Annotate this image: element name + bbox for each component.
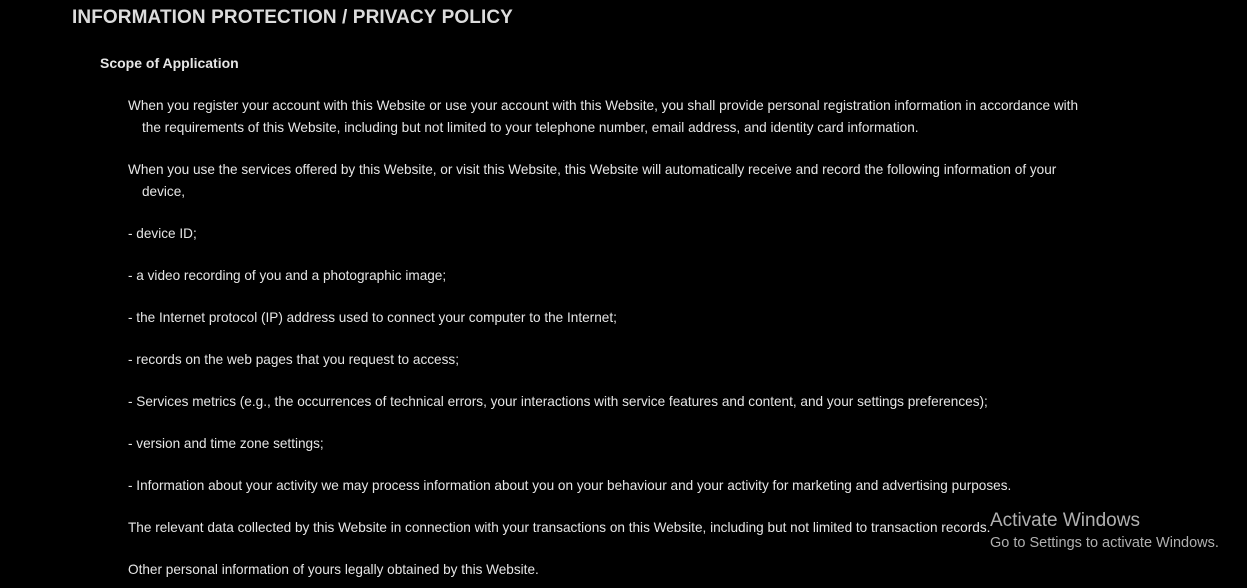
watermark-subtitle: Go to Settings to activate Windows.	[990, 535, 1219, 551]
paragraph-registration-line1: When you register your account with this Website or use your account with this Website, you shall provide personal registration information in accordance with	[128, 98, 1079, 113]
list-item-version-timezone: - version and time zone settings;	[128, 436, 324, 451]
section-heading-scope: Scope of Application	[100, 55, 239, 71]
watermark-title: Activate Windows	[990, 510, 1140, 531]
list-item-video-recording: - a video recording of you and a photographic image;	[128, 268, 447, 283]
paragraph-device-info-line2: device,	[142, 184, 186, 199]
list-item-services-metrics: - Services metrics (e.g., the occurrences of technical errors, your interactions with service features and content, and your settings preferences);	[128, 394, 988, 409]
policy-content	[128, 95, 1112, 588]
list-item-activity-marketing: - Information about your activity we may process information about you on your behaviour and your activity for marketing and advertising purposes.	[128, 478, 1012, 493]
paragraph-registration-line2: the requirements of this Website, including but not limited to your telephone number, email address, and identity card information.	[142, 120, 919, 135]
paragraph-device-info-line1: When you use the services offered by this Website, or visit this Website, this Website will automatically receive and record the following information of your	[128, 162, 1057, 177]
page-title: INFORMATION PROTECTION / PRIVACY POLICY	[72, 7, 513, 28]
paragraph-other-info: Other personal information of yours legally obtained by this Website.	[128, 562, 539, 577]
list-item-device-id: - device ID;	[128, 226, 197, 241]
paragraph-transaction-data: The relevant data collected by this Website in connection with your transactions on this Website, including but not limited to transaction records.	[128, 520, 991, 535]
paragraph-registration	[128, 95, 1112, 139]
list-item-web-pages: - records on the web pages that you request to access;	[128, 352, 459, 367]
list-item-ip-address: - the Internet protocol (IP) address used to connect your computer to the Internet;	[128, 310, 617, 325]
paragraph-device-info	[128, 159, 1112, 203]
